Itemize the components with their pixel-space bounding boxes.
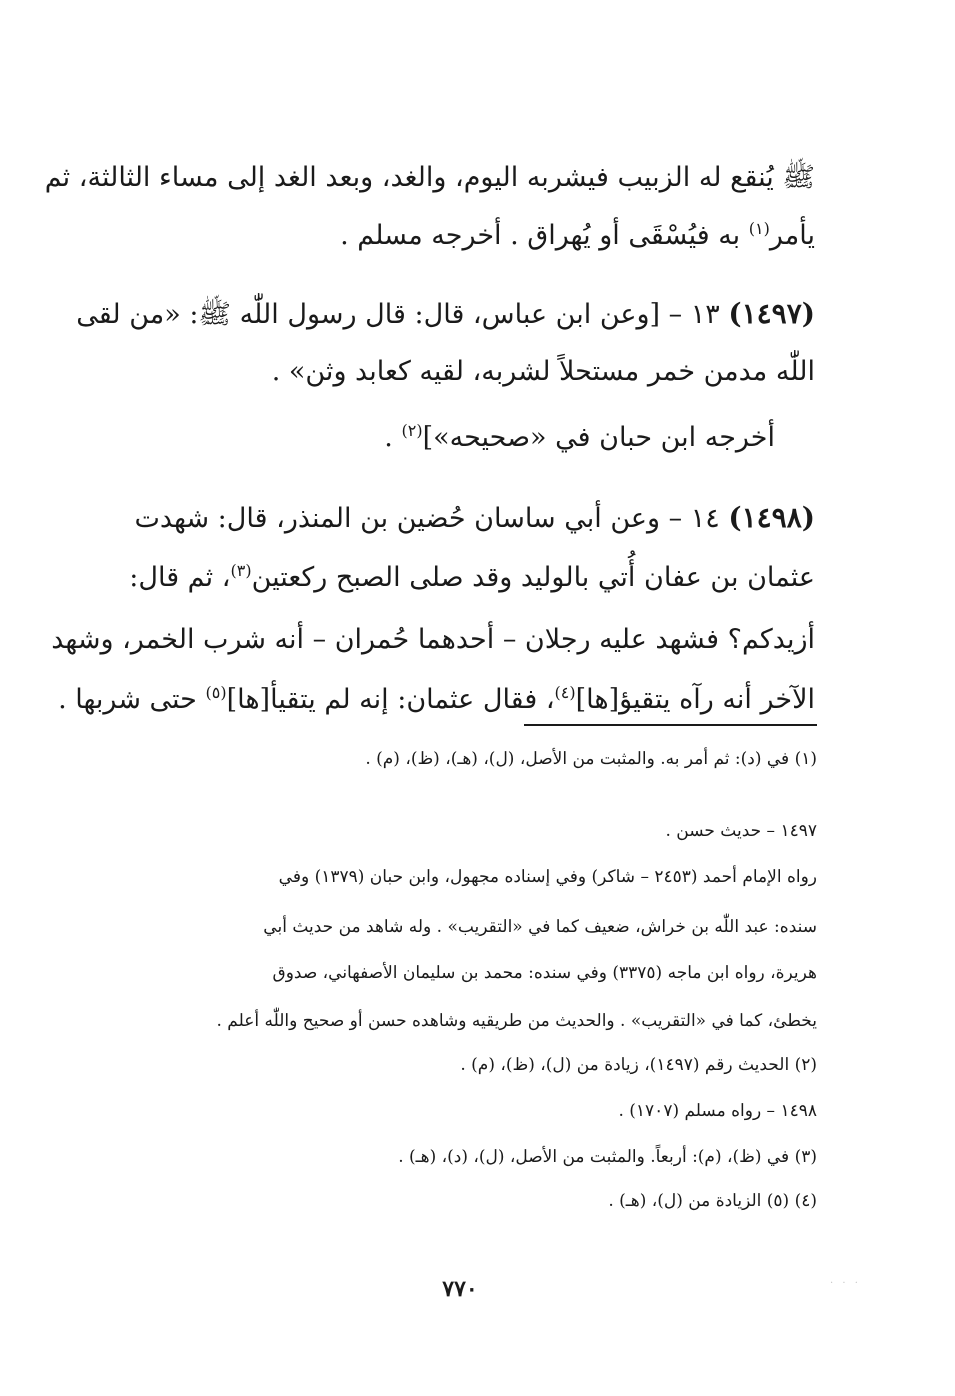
footnote-line: ١٤٩٧ – حديث حسن . [665,821,817,841]
body-line-text: ، ثم قال: [129,562,231,593]
footnote-line: رواه الإمام أحمد (٢٤٥٣ – شاكر) وفي إسناده مجهول، وابن حبان (١٣٧٩) وفي [278,867,817,887]
body-line-text: عثمان بن عفان أُتي بالوليد وقد صلى الصبح ركعتين [251,562,815,593]
body-line-text: ١٣ – [وعن ابن عباس، قال: قال رسول اللّٰه ﷺ: «من لقى [76,299,720,330]
body-line-text: به فيُسْقَى أو يُهراق . أخرجه مسلم . [340,220,741,251]
body-line-text: الآخر أنه رآه يتقيؤ[ها] [575,684,815,715]
footnote-ref: (٢) [401,421,423,440]
hadith-number: (١٤٩٨) [728,501,815,534]
footnote-line: (٤) (٥) الزيادة من (ل)، (هـ) . [608,1191,817,1211]
footnote-ref: (١) [748,219,770,238]
body-line [70,294,815,335]
page-number: ٧٧٠ [442,1276,478,1302]
body-line [70,352,815,392]
body-line [44,158,815,198]
body-line [30,418,775,458]
body-line-text: ١٤ – وعن أبي ساسان حُضين بن المنذر، قال: شهدت [134,503,720,534]
body-line [70,498,815,539]
body-line [70,558,815,598]
footnote-line: سنده: عبد اللّٰه بن خراش، ضعيف كما في «التقريب» . وله شاهد من حديث أبي [263,917,817,937]
footnote-separator [524,724,817,726]
body-line [51,620,815,660]
footnote-line: (١) في (د): ثم أمر به. والمثبت من الأصل، (ل)، (هـ)، (ظ)، (م) . [365,749,817,769]
footnote-line: (٢) الحديث رقم (١٤٩٧)، زيادة من (ل)، (ظ)، (م) . [460,1055,817,1075]
body-line-text: أزيدكم؟ فشهد عليه رجلان – أحدهما حُمران – أنه شرب الخمر، وشهد [51,624,815,655]
footnote-ref: (٥) [205,683,227,702]
footnote-line: ١٤٩٨ – رواه مسلم (١٧٠٧) . [618,1101,817,1121]
body-line [58,680,815,720]
body-line-text: ﷺ يُنقع له الزبيب فيشربه اليوم، والغد، وبعد الغد إلى مساء الثالثة، ثم [44,162,815,193]
footnote-line: يخطئ، كما في «التقريب» . والحديث من طريقيه وشاهده حسن أو صحيح واللّٰه أعلم . [216,1011,817,1031]
footnote-ref: (٣) [230,561,252,580]
body-line-text: اللّٰه مدمن خمر مستحلاً لشربه، لقيه كعابد وثن» . [271,356,815,387]
footnote-ref: (٤) [554,683,576,702]
scan-speck: · · · [830,1278,861,1289]
body-line-text: . [384,422,402,453]
body-line-text: يأمر [769,220,815,251]
body-line [70,216,815,256]
body-line-text: ، فقال عثمان: إنه لم يتقيأ[ها] [226,684,555,715]
footnote-line: (٣) في (ظ)، (م): أربعاً. والمثبت من الأصل، (ل)، (د)، (هـ) . [398,1147,817,1167]
body-line-text: حتى شربها . [58,684,206,715]
hadith-number: (١٤٩٧) [728,297,815,330]
footnote-line: هريرة، رواه ابن ماجه (٣٣٧٥) وفي سنده: محمد بن سليمان الأصفهاني، صدوق [272,963,817,983]
body-line-text: أخرجه ابن حبان في «صحيحه»] [422,422,775,453]
